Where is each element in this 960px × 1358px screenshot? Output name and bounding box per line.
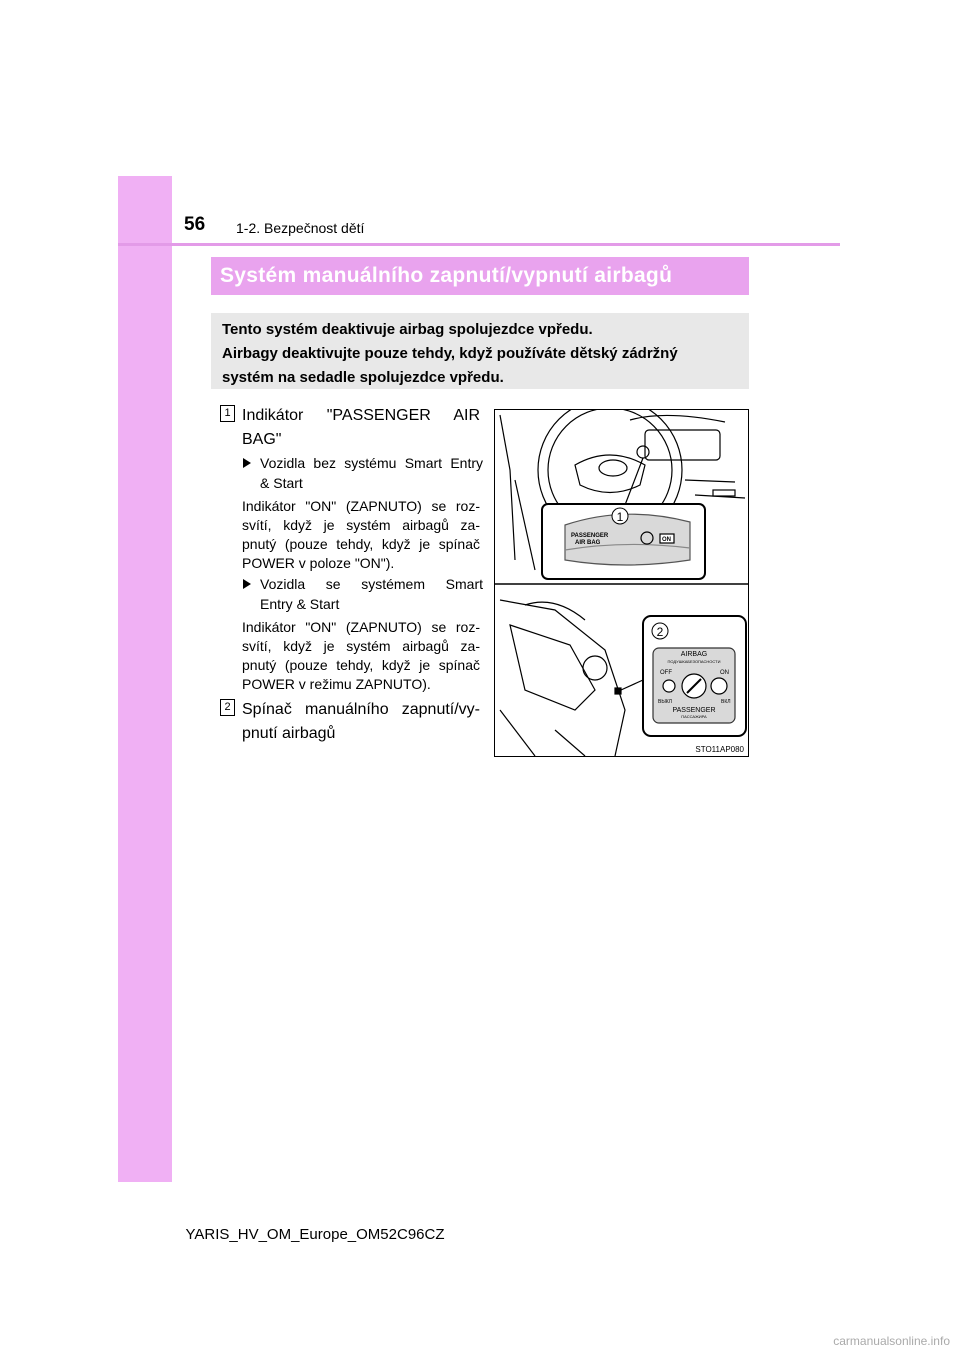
page-title: Systém manuálního zapnutí/vypnutí airbagů <box>211 257 749 295</box>
section-heading: 1-2. Bezpečnost dětí <box>236 220 365 236</box>
switch-on-ru-label: ВКЛ <box>721 699 731 705</box>
figure-code: STO11AP080 <box>695 745 744 754</box>
paragraph-line: svítí, když je systém airbagů za- <box>242 638 480 654</box>
intro-line: Airbagy deaktivujte pouze tehdy, když používáte dětský zádržný <box>222 345 678 362</box>
airbag-illustration <box>494 409 749 757</box>
page-number: 56 <box>184 214 206 235</box>
switch-label: AIRBAG <box>680 651 708 658</box>
indicator-label: AIR BAG <box>575 540 601 546</box>
bullet-line: Vozidla se systémem Smart <box>260 576 483 592</box>
paragraph-line: POWER v poloze "ON"). <box>242 555 395 571</box>
paragraph-line: svítí, když je systém airbagů za- <box>242 517 480 533</box>
intro-line: systém na sedadle spolujezdce vpředu. <box>222 369 504 386</box>
intro-box <box>211 313 749 389</box>
intro-line: Tento systém deaktivuje airbag spolujezdce vpředu. <box>222 321 593 338</box>
switch-label: ПАССАЖИРА <box>681 714 707 719</box>
switch-label: PASSENGER <box>672 707 716 714</box>
watermark: carmanualsonline.info <box>833 1334 950 1348</box>
switch-off-label: OFF <box>660 670 672 676</box>
side-tab-band <box>118 176 172 1182</box>
bullet-line: Entry & Start <box>260 596 340 612</box>
switch-on-label: ON <box>720 670 729 676</box>
bullet-line: & Start <box>260 475 303 491</box>
item-number-1: 1 <box>220 405 235 422</box>
paragraph-no-smart-entry <box>242 497 480 573</box>
indicator-on-label: ON <box>662 537 671 543</box>
paragraph-line: POWER v režimu ZAPNUTO). <box>242 676 431 692</box>
callout-2: 2 <box>656 625 664 639</box>
item-2-title-line: Spínač manuálního zapnutí/vy- <box>242 701 480 718</box>
footer-doc-id: YARIS_HV_OM_Europe_OM52C96CZ <box>185 1226 445 1243</box>
bullet-triangle-icon <box>243 458 251 468</box>
paragraph-line: pnutý (pouze tehdy, když je spínač <box>242 536 480 552</box>
paragraph-line: Indikátor "ON" (ZAPNUTO) se roz- <box>242 498 480 514</box>
bullet-line: Vozidla bez systému Smart Entry <box>260 455 483 471</box>
bullet-smart-entry <box>243 574 483 614</box>
switch-label: ПОДУШКАБЕЗОПАСНОСТИ <box>667 659 721 664</box>
item-1-title-line: BAG" <box>242 431 282 448</box>
paragraph-smart-entry <box>242 618 480 694</box>
paragraph-line: pnutý (pouze tehdy, když je spínač <box>242 657 480 673</box>
indicator-label: PASSENGER <box>571 533 609 539</box>
paragraph-line: Indikátor "ON" (ZAPNUTO) se roz- <box>242 619 480 635</box>
switch-off-ru-label: ВЫКЛ <box>658 699 672 705</box>
callout-1: 1 <box>616 510 624 524</box>
item-number-2: 2 <box>220 699 235 716</box>
dashboard-drawing <box>495 410 748 756</box>
item-2-title-line: pnutí airbagů <box>242 725 336 742</box>
bullet-triangle-icon <box>243 579 251 589</box>
item-1-title-line: Indikátor "PASSENGER AIR <box>242 407 480 424</box>
header-rule <box>118 243 840 246</box>
bullet-no-smart-entry <box>243 453 483 493</box>
